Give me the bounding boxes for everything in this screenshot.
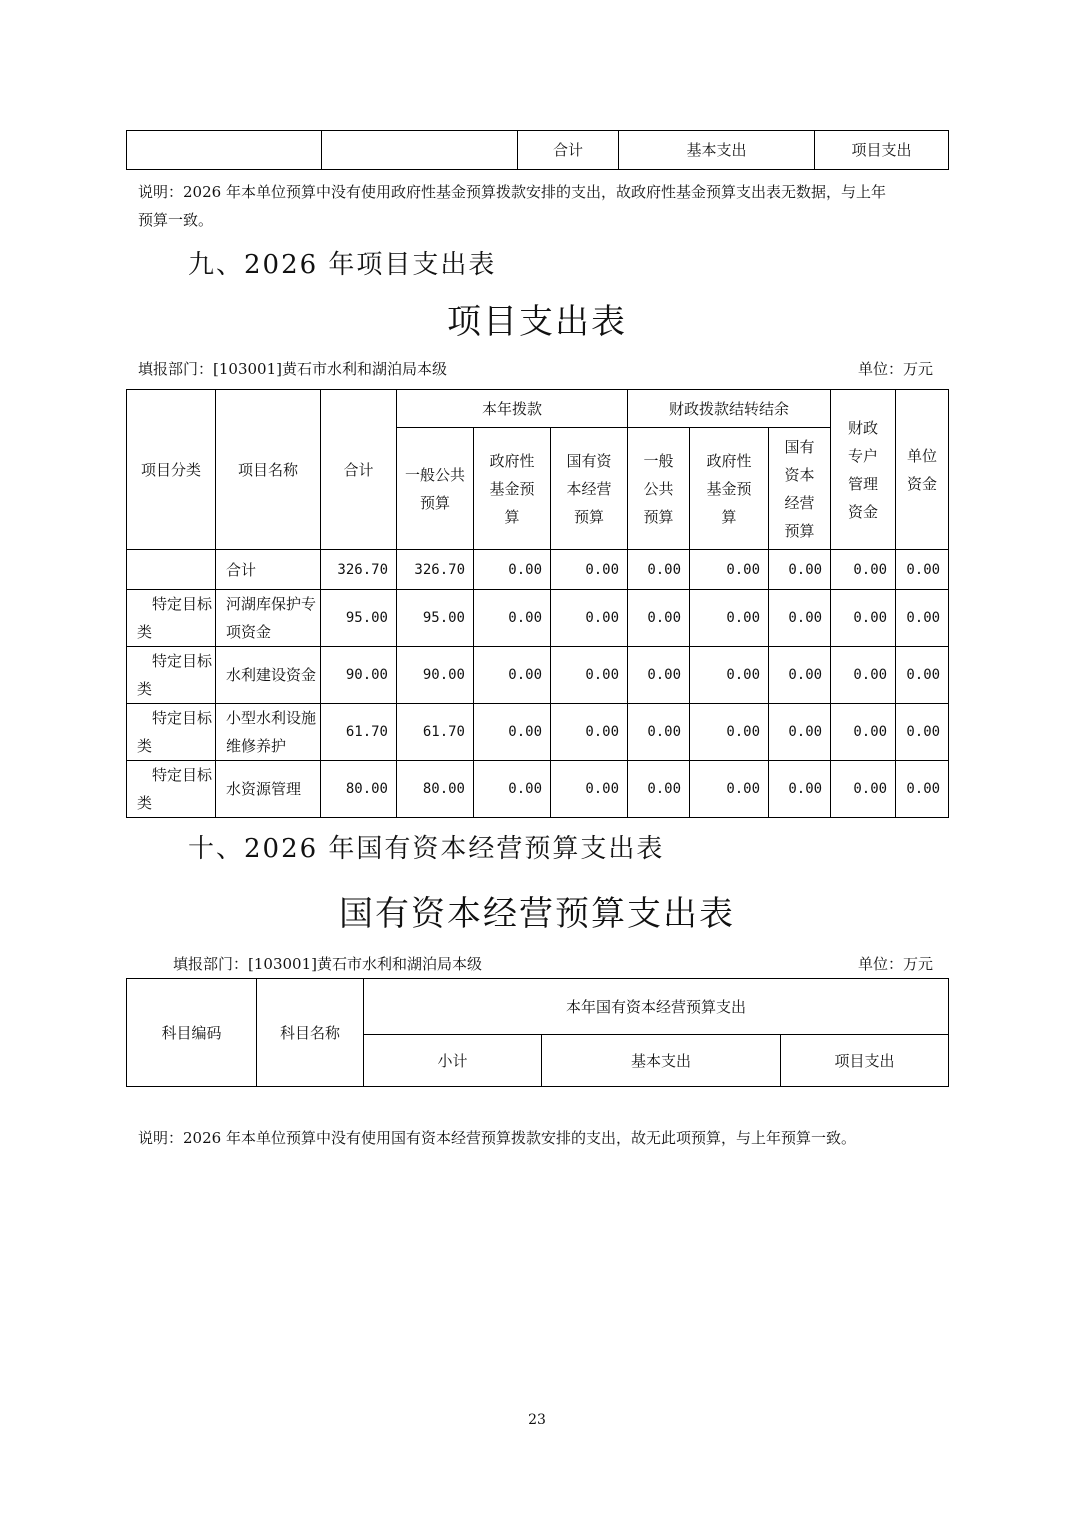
section-heading-10: 十、2026 年国有资本经营预算支出表 xyxy=(188,834,665,864)
header-total: 合计 xyxy=(518,131,619,170)
dept-label-10: 填报部门：[103001]黄石市水利和湖泊局本级 xyxy=(173,955,482,973)
cell-amount: 0.00 xyxy=(551,761,628,818)
cell-amount: 0.00 xyxy=(628,550,690,590)
cell-amount: 0.00 xyxy=(690,761,769,818)
state-capital-table xyxy=(126,978,949,1087)
cell-amount: 326.70 xyxy=(321,550,397,590)
project-expenditure-table xyxy=(126,389,949,818)
cell-amount: 0.00 xyxy=(896,590,949,647)
header-project: 项目支出 xyxy=(815,131,949,170)
header-subject-name: 科目名称 xyxy=(257,979,364,1087)
header-co-general: 一般公共预算 xyxy=(628,428,690,550)
cell-amount: 0.00 xyxy=(690,704,769,761)
cell-amount: 0.00 xyxy=(769,761,831,818)
header-carryover: 财政拨款结转结余 xyxy=(628,390,831,428)
cell-amount: 0.00 xyxy=(474,590,551,647)
header-total: 合计 xyxy=(321,390,397,550)
cell-amount: 0.00 xyxy=(769,647,831,704)
unit-label-9: 单位：万元 xyxy=(858,360,934,378)
table-row xyxy=(127,704,949,761)
cell-amount: 0.00 xyxy=(831,704,896,761)
cell-amount: 0.00 xyxy=(831,590,896,647)
cell-amount: 0.00 xyxy=(831,647,896,704)
cell-amount: 95.00 xyxy=(321,590,397,647)
header-category: 项目分类 xyxy=(127,390,216,550)
cell-amount: 61.70 xyxy=(321,704,397,761)
cell-amount: 0.00 xyxy=(551,550,628,590)
cell-amount: 0.00 xyxy=(896,761,949,818)
cell-amount: 0.00 xyxy=(474,761,551,818)
cell-amount: 80.00 xyxy=(397,761,474,818)
cell-amount: 0.00 xyxy=(628,590,690,647)
header-cy-general: 一般公共预算 xyxy=(397,428,474,550)
dept-label-9: 填报部门：[103001]黄石市水利和湖泊局本级 xyxy=(138,360,447,378)
table-row xyxy=(127,590,949,647)
cell-amount: 326.70 xyxy=(397,550,474,590)
cell-category xyxy=(127,550,216,590)
cell-amount: 95.00 xyxy=(397,590,474,647)
cell-category: 特定目标类 xyxy=(127,647,216,704)
header-co-fund: 政府性基金预算 xyxy=(690,428,769,550)
cell-amount: 0.00 xyxy=(474,647,551,704)
table-title-state-capital: 国有资本经营预算支出表 xyxy=(339,894,735,934)
header-subtotal: 小计 xyxy=(364,1035,542,1087)
blank-cell xyxy=(127,131,322,170)
cell-category: 特定目标类 xyxy=(127,761,216,818)
cell-project-name: 水资源管理 xyxy=(216,761,321,818)
header-code: 科目编码 xyxy=(127,979,257,1087)
cell-project-name: 合计 xyxy=(216,550,321,590)
cell-category: 特定目标类 xyxy=(127,704,216,761)
cell-amount: 0.00 xyxy=(628,704,690,761)
unit-label-10: 单位：万元 xyxy=(858,955,934,973)
page-number: 23 xyxy=(528,1412,546,1428)
cell-amount: 80.00 xyxy=(321,761,397,818)
cell-amount: 0.00 xyxy=(769,590,831,647)
cell-amount: 0.00 xyxy=(474,550,551,590)
cell-project-name: 水利建设资金 xyxy=(216,647,321,704)
header-cy-state: 国有资本经营预算 xyxy=(551,428,628,550)
cell-project-name: 河湖库保护专项资金 xyxy=(216,590,321,647)
cell-amount: 0.00 xyxy=(831,761,896,818)
cell-amount: 0.00 xyxy=(896,647,949,704)
cell-amount: 0.00 xyxy=(551,590,628,647)
cell-amount: 0.00 xyxy=(628,761,690,818)
header-basic: 基本支出 xyxy=(619,131,815,170)
note-government-fund-cont: 预算一致。 xyxy=(138,211,214,229)
blank-cell xyxy=(322,131,518,170)
cell-amount: 0.00 xyxy=(551,647,628,704)
cell-amount: 0.00 xyxy=(690,550,769,590)
header-group: 本年国有资本经营预算支出 xyxy=(364,979,949,1035)
cell-project-name: 小型水利设施维修养护 xyxy=(216,704,321,761)
cell-amount: 0.00 xyxy=(896,704,949,761)
cell-amount: 0.00 xyxy=(628,647,690,704)
header-name: 项目名称 xyxy=(216,390,321,550)
note-government-fund: 说明：2026 年本单位预算中没有使用政府性基金预算拨款安排的支出，故政府性基金预算支出表无数据，与上年 xyxy=(138,183,886,201)
cell-amount: 0.00 xyxy=(551,704,628,761)
header-current-year: 本年拨款 xyxy=(397,390,628,428)
header-cy-fund: 政府性基金预算 xyxy=(474,428,551,550)
cell-amount: 0.00 xyxy=(831,550,896,590)
cell-amount: 0.00 xyxy=(769,550,831,590)
cell-category: 特定目标类 xyxy=(127,590,216,647)
note-state-capital: 说明：2026 年本单位预算中没有使用国有资本经营预算拨款安排的支出，故无此项预算，与上年预算一致。 xyxy=(138,1129,856,1147)
cell-amount: 0.00 xyxy=(896,550,949,590)
header-co-state: 国有资本经营预算 xyxy=(769,428,831,550)
government-fund-table-tail xyxy=(126,130,949,170)
table-row xyxy=(127,550,949,590)
header-project: 项目支出 xyxy=(781,1035,949,1087)
cell-amount: 0.00 xyxy=(769,704,831,761)
cell-amount: 0.00 xyxy=(474,704,551,761)
cell-amount: 90.00 xyxy=(321,647,397,704)
section-heading-9: 九、2026 年项目支出表 xyxy=(188,250,497,280)
header-special-account: 财政专户管理资金 xyxy=(831,390,896,550)
table-row xyxy=(127,761,949,818)
header-basic: 基本支出 xyxy=(542,1035,781,1087)
cell-amount: 61.70 xyxy=(397,704,474,761)
table-row xyxy=(127,647,949,704)
cell-amount: 90.00 xyxy=(397,647,474,704)
header-unit-fund: 单位资金 xyxy=(896,390,949,550)
table-title-project: 项目支出表 xyxy=(447,302,627,342)
cell-amount: 0.00 xyxy=(690,647,769,704)
cell-amount: 0.00 xyxy=(690,590,769,647)
